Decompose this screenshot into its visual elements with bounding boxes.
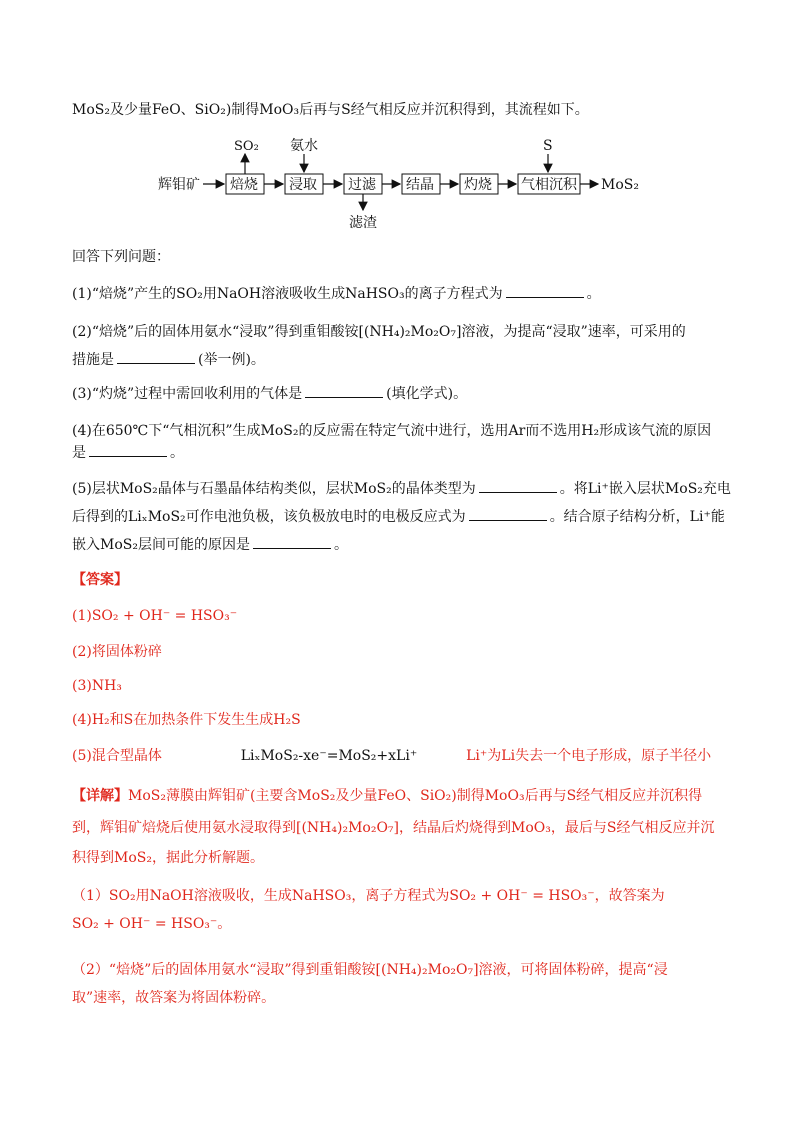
detail-paragraph-3-line-2: 取”速率，故答案为将固体粉碎。 xyxy=(72,990,276,1006)
flow-so2-label: SO₂ xyxy=(234,139,259,154)
detail-paragraph-2-line-1: （1）SO₂用NaOH溶液吸收，生成NaHSO₃，离子方程式为SO₂ + OH⁻ = HSO₃⁻，故答案为 xyxy=(72,888,665,904)
answer-blank[interactable] xyxy=(89,456,167,457)
flow-residue-label: 滤渣 xyxy=(349,215,377,231)
detail-paragraph-1-line-2: 到，辉钼矿焙烧后使用氨水浸取得到[(NH₄)₂Mo₂O₇]，结晶后灼烧得到MoO₃，最后与S经气相反应并沉 xyxy=(72,820,715,836)
answer-4: (4)H₂和S在加热条件下发生生成H₂S xyxy=(72,712,301,728)
answer-5: (5)混合型晶体 LiₓMoS₂-xe⁻=MoS₂+xLi⁺ Li⁺为Li失去一个电子形成，原子半径小 xyxy=(72,748,712,764)
flow-ammonia-label: 氨水 xyxy=(290,138,318,154)
question-4-line-2: 是 。 xyxy=(72,445,184,461)
answer-blank[interactable] xyxy=(469,520,547,521)
question-2-line-1: (2)“焙烧”后的固体用氨水“浸取”得到重钼酸铵[(NH₄)₂Mo₂O₇]溶液，为提高“浸取”速率，可采用的 xyxy=(72,324,686,340)
answer-blank[interactable] xyxy=(305,397,383,398)
question-2-line-2: 措施是 (举一例)。 xyxy=(72,352,265,368)
answer-blank[interactable] xyxy=(506,297,584,298)
detail-paragraph-1-line-3: 积得到MoS₂，据此分析解题。 xyxy=(72,850,264,866)
question-5-line-1: (5)层状MoS₂晶体与石墨晶体结构类似，层状MoS₂的晶体类型为 。将Li⁺嵌入层状MoS₂充电 xyxy=(72,481,731,497)
process-flow-diagram xyxy=(0,132,800,232)
question-5-line-3: 嵌入MoS₂层间可能的原因是 。 xyxy=(72,537,348,553)
flow-product-label: MoS₂ xyxy=(601,177,639,193)
question-4-line-1: (4)在650℃下“气相沉积”生成MoS₂的反应需在特定气流中进行，选用Ar而不选用H₂形成该气流的原因 xyxy=(72,423,712,439)
answer-blank[interactable] xyxy=(479,492,557,493)
flow-step-vapor-deposition-label: 气相沉积 xyxy=(521,177,577,193)
flow-step-roast-label: 焙烧 xyxy=(230,177,258,193)
detail-paragraph-3-line-1: （2）“焙烧”后的固体用氨水“浸取”得到重钼酸铵[(NH₄)₂Mo₂O₇]溶液，可将固体粉碎，提高“浸 xyxy=(72,962,668,978)
question-1: (1)“焙烧”产生的SO₂用NaOH溶液吸收生成NaHSO₃的离子方程式为 。 xyxy=(72,286,601,302)
flow-step-calcine-label: 灼烧 xyxy=(464,177,492,193)
answer-heading: 【答案】 xyxy=(72,572,128,588)
answer-prompt: 回答下列问题： xyxy=(72,249,170,265)
flow-s-label: S xyxy=(543,138,553,154)
answer-1: (1)SO₂ + OH⁻ = HSO₃⁻ xyxy=(72,608,238,624)
question-3: (3)“灼烧”过程中需回收利用的气体是 (填化学式)。 xyxy=(72,386,468,402)
flow-step-crystallize-label: 结晶 xyxy=(406,177,434,193)
answer-blank[interactable] xyxy=(117,363,195,364)
flow-start-label: 辉钼矿 xyxy=(158,177,200,193)
intro-line: MoS₂及少量FeO、SiO₂)制得MoO₃后再与S经气相反应并沉积得到，其流程如下。 xyxy=(72,102,589,118)
answer-2: (2)将固体粉碎 xyxy=(72,644,162,660)
answer-blank[interactable] xyxy=(253,548,331,549)
flow-step-filter-label: 过滤 xyxy=(348,177,376,193)
answer-3: (3)NH₃ xyxy=(72,678,122,694)
flow-step-leach-label: 浸取 xyxy=(289,177,317,193)
question-5-line-2: 后得到的LiₓMoS₂可作电池负极，该负极放电时的电极反应式为 。结合原子结构分析，Li⁺能 xyxy=(72,509,725,525)
detail-paragraph-1-line-1: 【详解】MoS₂薄膜由辉钼矿(主要含MoS₂及少量FeO、SiO₂)制得MoO₃后再与S经气相反应并沉积得 xyxy=(72,788,703,804)
detail-paragraph-2-line-2: SO₂ + OH⁻ = HSO₃⁻。 xyxy=(72,916,232,932)
